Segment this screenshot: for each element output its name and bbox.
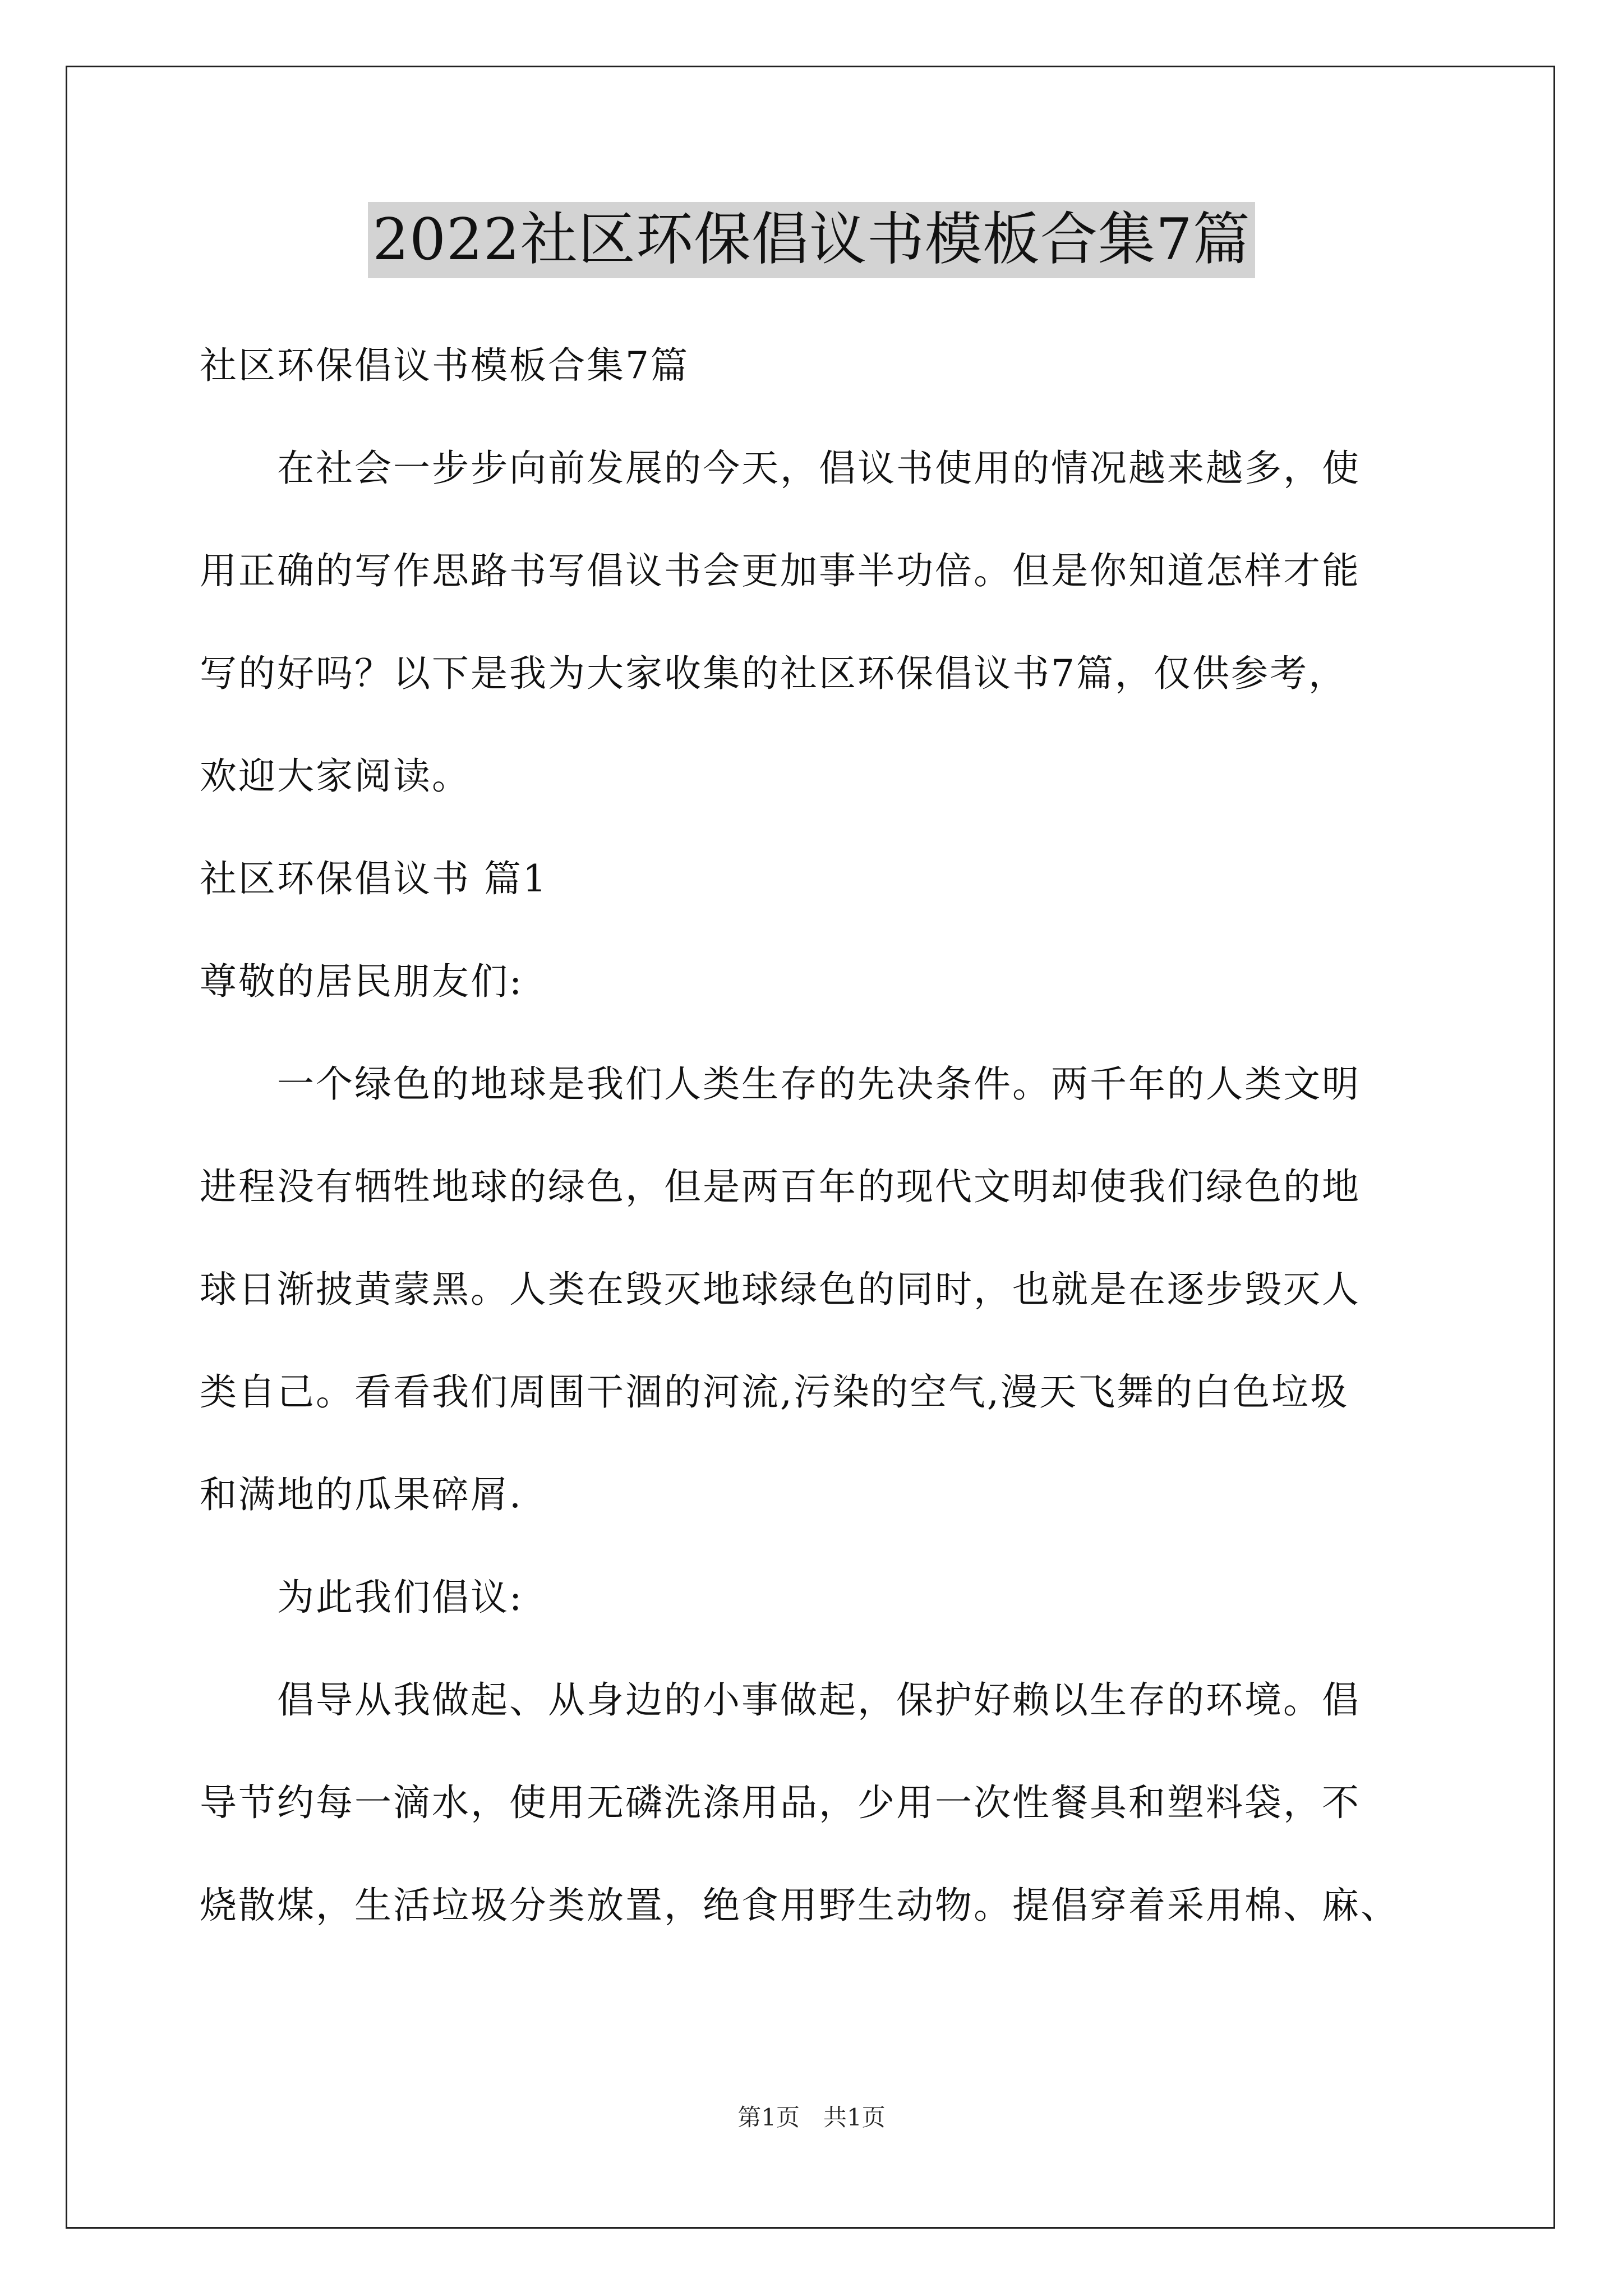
intro-line-3: 写的好吗？以下是我为大家收集的社区环保倡议书7篇，仅供参考， — [200, 652, 1347, 695]
document-title: 2022社区环保倡议书模板合集7篇 — [368, 202, 1255, 278]
body-line-8: 导节约每一滴水，使用无磷洗涤用品，少用一次性餐具和塑料袋，不 — [200, 1781, 1361, 1824]
subtitle-line: 社区环保倡议书模板合集7篇 — [200, 344, 689, 387]
body-line-3: 球日渐披黄蒙黑。人类在毁灭地球绿色的同时，也就是在逐步毁灭人 — [200, 1268, 1361, 1311]
title-area — [0, 202, 1623, 278]
body-line-1: 一个绿色的地球是我们人类生存的先决条件。两千年的人类文明 — [200, 1062, 1361, 1106]
body-line-2: 进程没有牺牲地球的绿色，但是两百年的现代文明却使我们绿色的地 — [200, 1165, 1361, 1208]
page-footer: 第1页 共1页 — [737, 2104, 886, 2131]
body-line-9: 烧散煤，生活垃圾分类放置，绝食用野生动物。提倡穿着采用棉、麻、 — [200, 1884, 1399, 1927]
document-body — [200, 314, 1433, 1957]
body-line-4: 类自己。看看我们周围干涸的河流,污染的空气,漫天飞舞的白色垃圾 — [200, 1370, 1349, 1414]
intro-line-1: 在社会一步步向前发展的今天，倡议书使用的情况越来越多，使 — [200, 447, 1361, 490]
section-heading-1: 社区环保倡议书 篇1 — [200, 857, 548, 900]
body-line-5: 和满地的瓜果碎屑. — [200, 1473, 523, 1516]
intro-line-4: 欢迎大家阅读。 — [200, 754, 471, 798]
intro-line-2: 用正确的写作思路书写倡议书会更加事半功倍。但是你知道怎样才能 — [200, 549, 1361, 592]
body-line-7: 倡导从我做起、从身边的小事做起，保护好赖以生存的环境。倡 — [200, 1678, 1361, 1722]
body-line-6: 为此我们倡议: — [200, 1576, 524, 1619]
salutation-line: 尊敬的居民朋友们: — [200, 960, 524, 1003]
